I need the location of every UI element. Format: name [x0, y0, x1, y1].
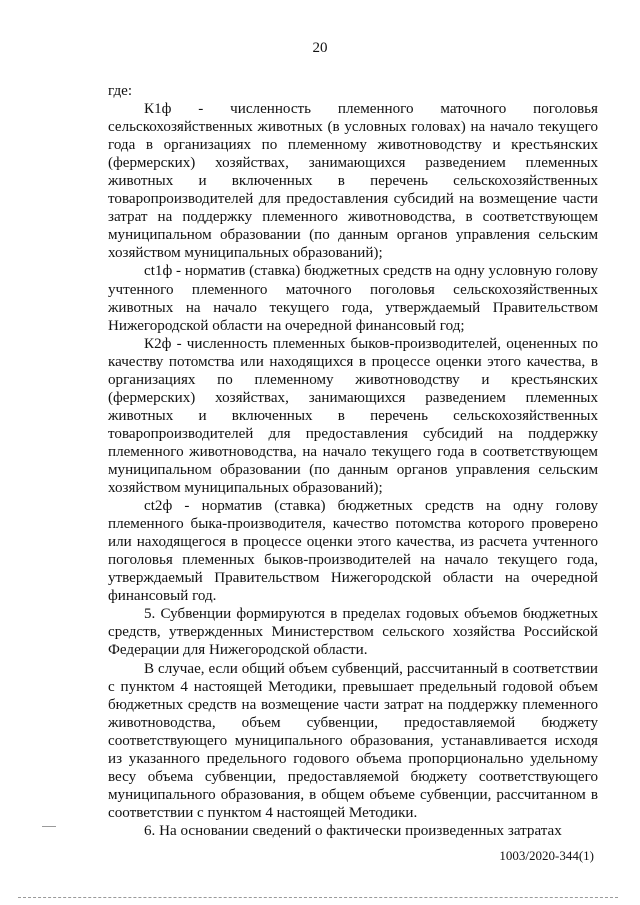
- paragraph-excess-case: В случае, если общий объем субвенций, рассчитанный в соответствии с пунктом 4 настоящей Методики, превышает предельный годовой объем бюджетных средств на возмещение части затрат на поддержку племенного животноводства, объем субвенции, предоставляемой бюджету соответствующего муниципального образования, устанавливается исходя из указанного предельного годового объема пропорционально удельному весу объема субвенции, предоставляемой бюджету соответствующего муниципального образования, в общем объеме субвенции, рассчитанном в соответствии с пунктом 4 настоящей Методики.: [108, 660, 598, 821]
- document-body: [108, 82, 598, 840]
- document-code: 1003/2020-344(1): [499, 848, 594, 863]
- paragraph-ct1f-definition: ct1ф - норматив (ставка) бюджетных средств на одну условную голову учтенного племенного маточного поголовья сельскохозяйственных животных на начало текущего года, утверждаемый Правительством Нижегородской области на очередной финансовый год;: [108, 263, 598, 334]
- page-bottom-divider: [18, 897, 618, 898]
- paragraph-item-6: 6. На основании сведений о фактически произведенных затратах: [144, 822, 562, 839]
- paragraph-k2f-definition: К2ф - численность племенных быков-производителей, оцененных по качеству потомства или находящихся в процессе оценки этого качества, в организациях по племенному животноводству и крестьянских (фермерских) хозяйствах, занимающихся разведением племенных животных и включенных в перечень сельскохозяйственных товаропроизводителей для предоставления субсидий на поддержку племенного животноводства, на начало текущего года в соответствующем муниципальном образовании (по данным органов управления сельским хозяйством муниципальных образований);: [108, 335, 598, 497]
- margin-mark: [42, 826, 56, 827]
- paragraph-k1f-definition: К1ф - численность племенного маточного поголовья сельскохозяйственных животных (в условных головах) на начало текущего года в организациях по племенному животноводству и крестьянских (фермерских) хозяйствах, занимающихся разведением племенных животных и включенных в перечень сельскохозяйственных товаропроизводителей для предоставления субсидий на возмещение части затрат на поддержку племенного животноводства, в соответствующем муниципальном образовании (по данным органов управления сельским хозяйством муниципальных образований);: [108, 101, 598, 262]
- paragraph-ct2f-definition: ct2ф - норматив (ставка) бюджетных средств на одну голову племенного быка-производителя, качество потомства которого проверено или находящегося в процессе оценки этого качества, из расчета учтенного поголовья племенных быков-производителей на начало текущего года, утверждаемый Правительством Нижегородской области на очередной финансовый год.: [108, 498, 598, 605]
- page-number: 20: [312, 40, 328, 56]
- paragraph-item-5: 5. Субвенции формируются в пределах годовых объемов бюджетных средств, утвержденных Министерством сельского хозяйства Российской Федерации для Нижегородской области.: [108, 606, 598, 659]
- paragraph-where: где:: [108, 83, 133, 99]
